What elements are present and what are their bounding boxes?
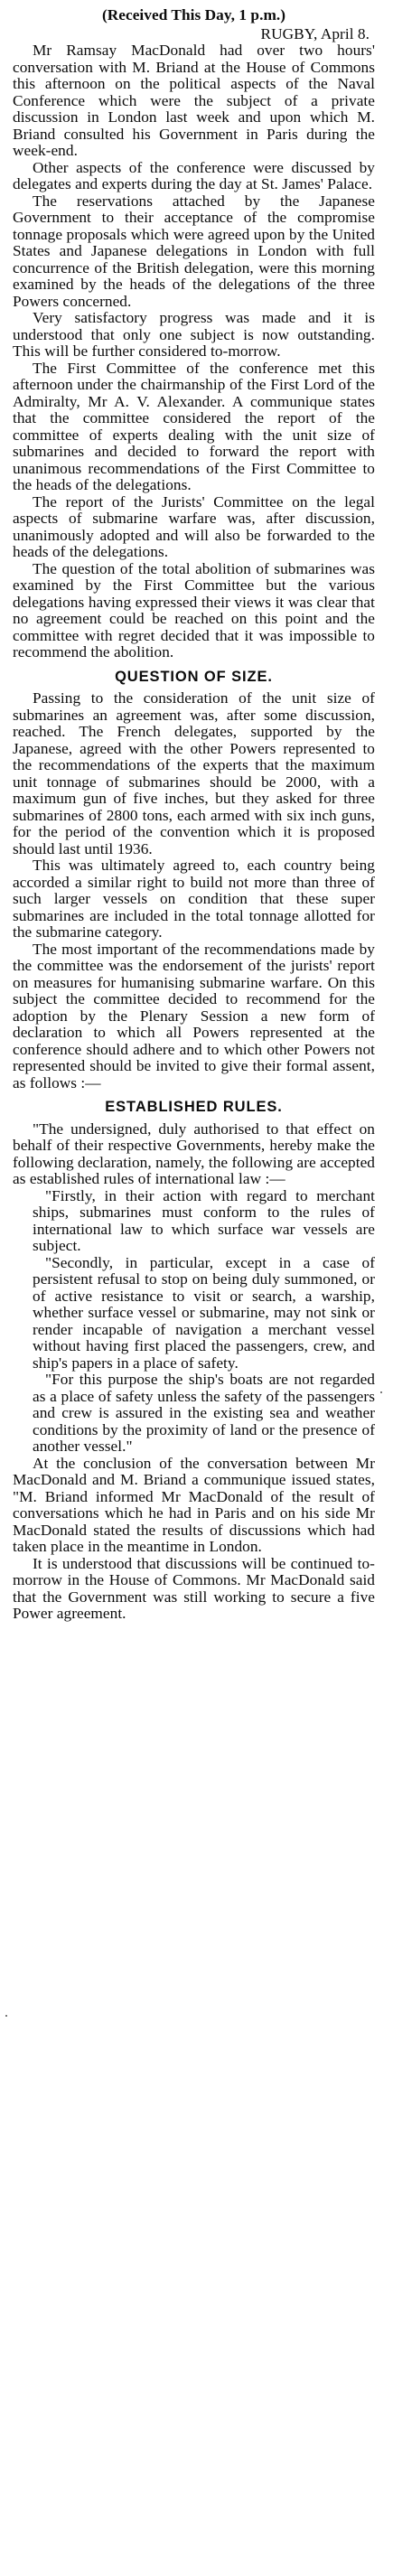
rule-paragraph: "Secondly, in particular, except in a case of persistent refusal to stop on being duly summoned, or of active resistance to visit or search, a warship, whether surface vessel or submarine, may not sink or render incapable of navigation a merchant vessel without having first placed the passengers, crew, and ship's papers in a place of safety. — [33, 1253, 375, 1372]
intro-paragraph: The First Committee of the conference met this afternoon under the chairmanship of the First Lord of the Admiralty, Mr A. V. Alexander. A communique states that the committee considered the report of the committee of experts dealing with the unit size of submarines and decided to forward the report with unanimous recommendations of the First Committee to the heads of the delegations. — [13, 359, 375, 493]
size-paragraph: This was ultimately agreed to, each country being accorded a similar right to build not more than three of such larger vessels on condition that these super submarines are included in the total tonnage allotted for the submarine category. — [13, 857, 375, 941]
print-speck — [380, 1391, 382, 1393]
size-paragraph: Passing to the consideration of the unit size of submarines an agreement was, after some discussion, reached. The French delegates, supported by the Japanese, agreed with the other Powers represented to the recommendations of the experts that the maximum unit tonnage of submarines should be 2000, with a maximum gun of five inches, but they asked for three submarines of 2800 tons, each armed with six inch guns, for the period of the convention which it is proposed should last until 1936. — [13, 689, 375, 857]
closing-paragraph: At the conclusion of the conversation between Mr MacDonald and M. Briand a communique issued states, "M. Briand informed Mr MacDonald of the result of conversations which he had in Paris and on his side Mr MacDonald stated the results of discussions which had taken place in the meantime in London. — [13, 1454, 375, 1555]
intro-paragraph: The reservations attached by the Japanese Government to their acceptance of the compromise tonnage proposals which were agreed upon by the United States and Japanese delegations in London with full concurrence of the British delegation, were this morning examined by the heads of the delegations of the three Powers concerned. — [13, 192, 375, 310]
intro-paragraph: Mr Ramsay MacDonald had over two hours' conversation with M. Briand at the House of Commons this afternoon on the political aspects of the Naval Conference which were the subject of a private discussion in London last week and upon which M. Briand consulted his Government in Paris during the week-end. — [13, 42, 375, 159]
received-notice: (Received This Day, 1 p.m.) — [101, 6, 286, 23]
intro-paragraph: Other aspects of the conference were discussed by delegates and experts during the day at St. James' Palace. — [13, 158, 375, 192]
intro-paragraph: The question of the total abolition of submarines was examined by the First Committee but the various delegations having expressed their views it was clear that no agreement could be reached on this point and the committee with regret decided that it was impossible to recommend the abolition. — [13, 559, 375, 660]
size-paragraph: The most important of the recommendations made by the committee was the endorsement of the jurists' report on measures for humanising submarine warfare. On this subject the committee decided to recommend for the adoption by the Plenary Session a new form of declaration to which all Powers represented at the conference should adhere and to which other Powers not represented should be invited to give their formal assent, as follows :— — [13, 940, 375, 1091]
section-heading-established-rules: ESTABLISHED RULES. — [105, 1099, 283, 1115]
closing-paragraph: It is understood that discussions will be continued to-morrow in the House of Commons. Mr MacDonald said that the Government was still working to secure a five Power agreement. — [13, 1554, 375, 1622]
intro-paragraph: The report of the Jurists' Committee on the legal aspects of submarine warfare was, after discussion, unanimously adopted and will also be forwarded to the heads of the delegations. — [13, 492, 375, 560]
section-heading-question-of-size: QUESTION OF SIZE. — [115, 668, 273, 685]
print-speck — [5, 2015, 7, 2017]
rule-paragraph: "For this purpose the ship's boats are not regarded as a place of safety unless the safety of the passengers and crew is assured in the existing sea and weather conditions by the proximity of land or the presence of another vessel." — [33, 1371, 375, 1455]
dateline: RUGBY, April 8. — [260, 24, 370, 42]
declaration-quote: "The undersigned, duly authorised to that effect on behalf of their respective Governments, hereby make the following declaration, namely, the following are accepted as established rules of international law :— — [13, 1119, 375, 1187]
rule-paragraph: "Firstly, in their action with regard to merchant ships, submarines must conform to the rules of international law to which surface war vessels are subject. — [33, 1186, 375, 1254]
intro-paragraph: Very satisfactory progress was made and it is understood that only one subject is now outstanding. This will be further considered to-morrow. — [13, 309, 375, 360]
